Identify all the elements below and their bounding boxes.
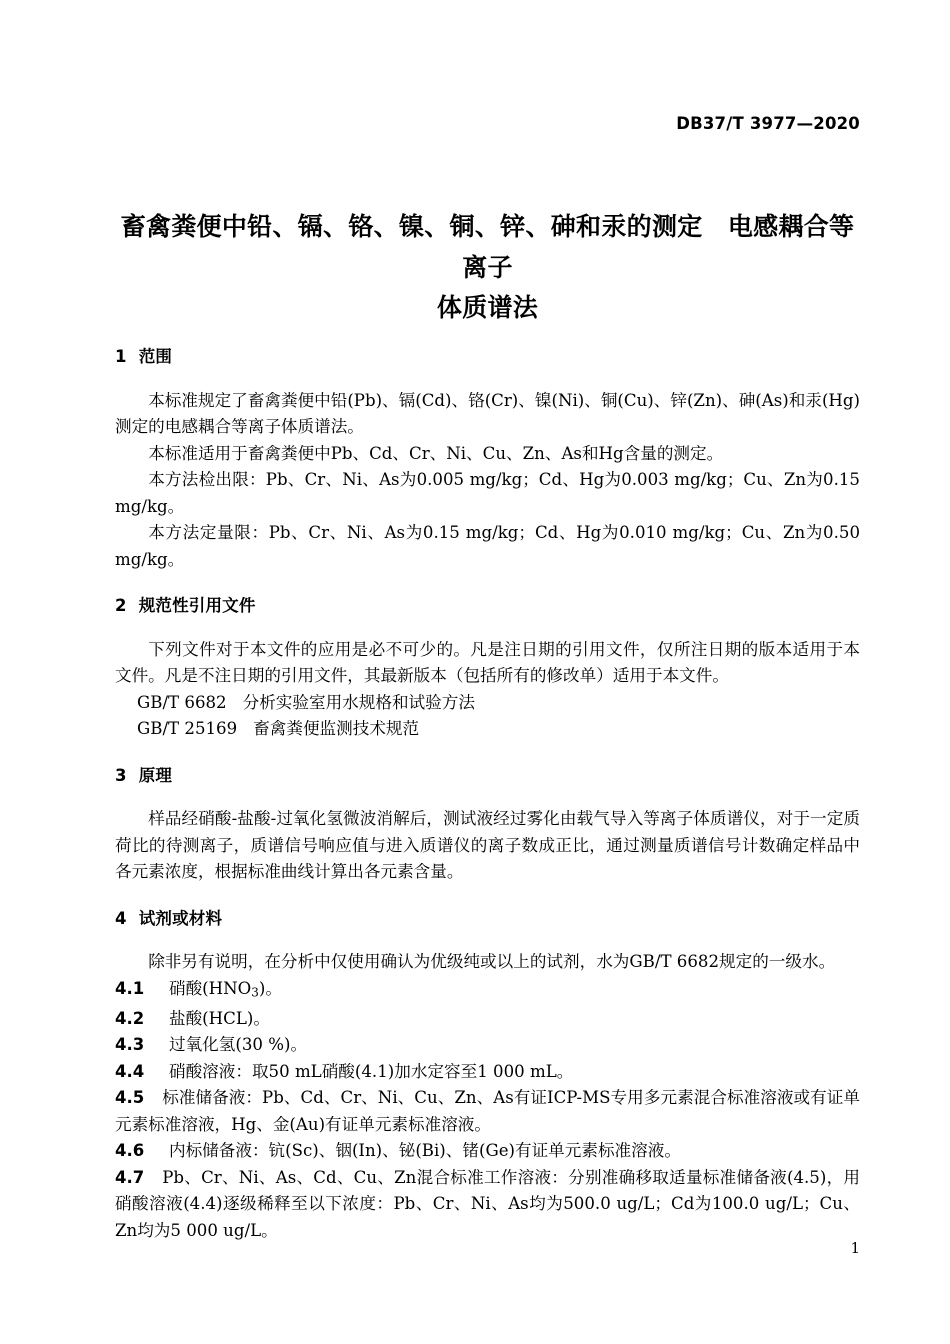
clause-4-1 bbox=[115, 976, 860, 1006]
clause-number: 4.3 bbox=[115, 1035, 145, 1055]
section-1-paragraph-4: 本方法定量限：Pb、Cr、Ni、As为0.15 mg/kg；Cd、Hg为0.010 mg/kg；Cu、Zn为0.50 mg/kg。 bbox=[115, 523, 860, 569]
clause-number: 4.4 bbox=[115, 1061, 145, 1081]
clause-text: 硝酸溶液：取50 mL硝酸(4.1)加水定容至1 000 mL。 bbox=[169, 1061, 574, 1081]
clause-number: 4.1 bbox=[115, 978, 145, 998]
section-2-paragraph-1: 下列文件对于本文件的应用是必不可少的。凡是注日期的引用文件，仅所注日期的版本适用于本文件。凡是不注日期的引用文件，其最新版本（包括所有的修改单）适用于本文件。 bbox=[115, 639, 860, 685]
normative-reference-item bbox=[115, 690, 860, 717]
clause-4-3 bbox=[115, 1032, 860, 1059]
section-1-paragraph-3: 本方法检出限：Pb、Cr、Ni、As为0.005 mg/kg；Cd、Hg为0.003 mg/kg；Cu、Zn为0.15 mg/kg。 bbox=[115, 470, 860, 516]
section-title-4: 试剂或材料 bbox=[138, 908, 223, 928]
clause-text: 标准储备液：Pb、Cd、Cr、Ni、Cu、Zn、As有证ICP-MS专用多元素混合标准溶液或有证单元素标准溶液，Hg、金(Au)有证单元素标准溶液。 bbox=[115, 1088, 860, 1134]
section-number-4: 4 bbox=[115, 908, 127, 928]
clause-number: 4.7 bbox=[115, 1167, 145, 1187]
title-line-2: 体质谱法 bbox=[436, 293, 539, 322]
section-1-paragraph-2: 本标准适用于畜禽粪便中Pb、Cd、Cr、Ni、Cu、Zn、As和Hg含量的测定。 bbox=[148, 443, 724, 463]
document-body bbox=[115, 349, 860, 1244]
section-heading-4 bbox=[115, 908, 860, 928]
section-heading-3 bbox=[115, 765, 860, 785]
clause-text: 过氧化氢(30 %)。 bbox=[169, 1035, 308, 1055]
reference-code: GB/T 25169 bbox=[137, 719, 238, 738]
section-title-3: 原理 bbox=[138, 765, 173, 785]
page-title bbox=[115, 207, 860, 329]
clause-4-2 bbox=[115, 1006, 860, 1033]
title-line-1: 畜禽粪便中铅、镉、铬、镍、铜、锌、砷和汞的测定 电感耦合等离子 bbox=[120, 212, 855, 282]
running-header-standard-number: DB37/T 3977—2020 bbox=[676, 114, 860, 133]
section-number-3: 3 bbox=[115, 765, 127, 785]
reference-code: GB/T 6682 bbox=[137, 692, 227, 712]
section-4-paragraph-1: 除非另有说明，在分析中仅使用确认为优级纯或以上的试剂，水为GB/T 6682规定的一级水。 bbox=[148, 952, 836, 971]
clause-4-4 bbox=[115, 1059, 860, 1086]
section-heading-1 bbox=[115, 349, 860, 366]
section-title-2: 规范性引用文件 bbox=[138, 596, 256, 615]
normative-reference-item bbox=[115, 716, 860, 743]
section-number-2: 2 bbox=[115, 596, 127, 615]
clause-text: Pb、Cr、Ni、As、Cd、Cu、Zn混合标准工作溶液：分别准确移取适量标准储备液(4.5)，用硝酸溶液(4.4)逐级稀释至以下浓度：Pb、Cr、Ni、As均为500.0 ug/L；Cd为100.0 ug/L；Cu、Zn均为5 000 ug/L。 bbox=[115, 1167, 860, 1240]
chemical-subscript: 3 bbox=[251, 985, 259, 1000]
clause-number: 4.2 bbox=[115, 1008, 145, 1028]
clause-text: 盐酸(HCL)。 bbox=[169, 1008, 270, 1028]
page-number: 1 bbox=[850, 1239, 860, 1257]
section-1-paragraph-1: 本标准规定了畜禽粪便中铅(Pb)、镉(Cd)、铬(Cr)、镍(Ni)、铜(Cu)、锌(Zn)、砷(As)和汞(Hg)测定的电感耦合等离子体质谱法。 bbox=[115, 390, 860, 436]
section-3-paragraph-1: 样品经硝酸-盐酸-过氧化氢微波消解后，测试液经过雾化由载气导入等离子体质谱仪，对于一定质荷比的待测离子，质谱信号响应值与进入质谱仪的离子数成正比，通过测量质谱信号计数确定样品中各元素浓度，根据标准曲线计算出各元素含量。 bbox=[115, 809, 860, 881]
reference-title: 分析实验室用水规格和试验方法 bbox=[242, 692, 475, 712]
clause-4-5 bbox=[115, 1085, 860, 1138]
clause-number: 4.5 bbox=[115, 1088, 145, 1108]
section-heading-2 bbox=[115, 598, 860, 615]
clause-4-6 bbox=[115, 1138, 860, 1165]
reference-title: 畜禽粪便监测技术规范 bbox=[253, 719, 420, 738]
clause-text: 内标储备液：钪(Sc)、铟(In)、铋(Bi)、锗(Ge)有证单元素标准溶液。 bbox=[169, 1141, 681, 1161]
clause-4-7 bbox=[115, 1165, 860, 1245]
clause-text: 硝酸(HNO bbox=[169, 978, 252, 998]
section-title-1: 范围 bbox=[138, 347, 173, 366]
section-number-1: 1 bbox=[115, 347, 127, 366]
clause-text-tail: )。 bbox=[258, 978, 282, 998]
clause-number: 4.6 bbox=[115, 1141, 145, 1161]
